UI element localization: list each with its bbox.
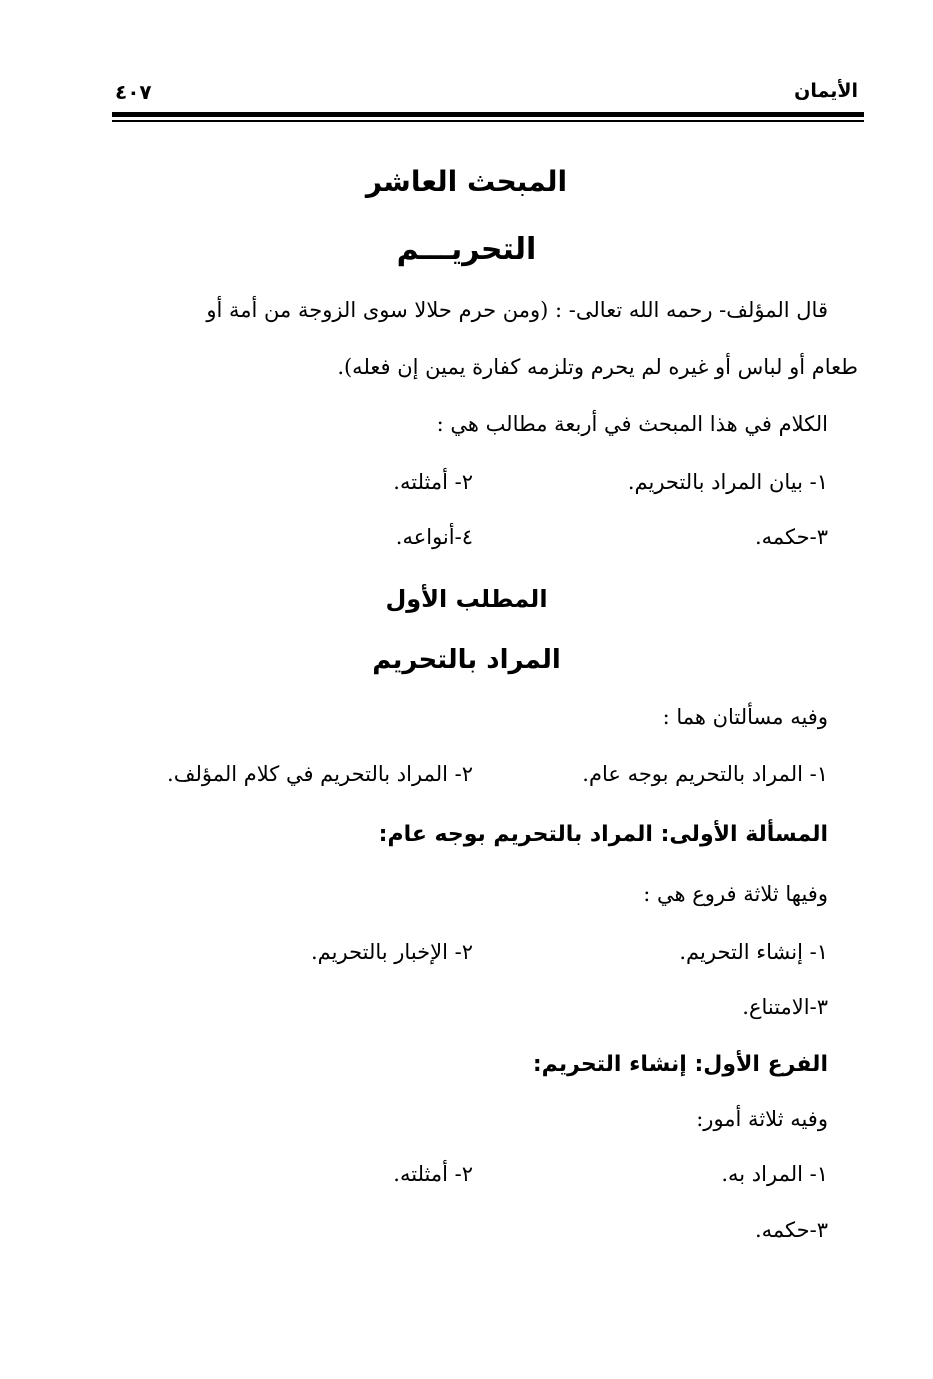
matlab-lead: وفيه مسألتان هما : [662,705,828,729]
intro-line-2: طعام أو لباس أو غيره لم يحرم وتلزمه كفارة يمين إن فعله). [337,355,858,379]
matlab-subtitle: المراد بالتحريم [372,645,561,675]
outline-item-4: ٤-أنواعه. [395,525,473,549]
header-rule-thick [112,112,864,117]
far-1-item-2: ٢- أمثلته. [393,1162,473,1186]
page-number: ٤٠٧ [115,80,152,104]
masala-1-item-2: ٢- الإخبار بالتحريم. [310,940,473,964]
matlab-item-1: ١- المراد بالتحريم بوجه عام. [582,762,828,786]
far-1-item-3: ٣-حكمه. [754,1218,828,1242]
outline-item-3: ٣-حكمه. [754,525,828,549]
intro-line-1: قال المؤلف- رحمه الله تعالى- : (ومن حرم حلالا سوى الزوجة من أمة أو [206,298,828,322]
outline-lead: الكلام في هذا المبحث في أربعة مطالب هي : [436,412,828,436]
outline-item-1: ١- بيان المراد بالتحريم. [627,470,828,494]
running-header-chapter: الأيمان [794,80,858,102]
header-rule-thin [112,120,864,122]
section-title: المبحث العاشر [365,165,568,198]
topic-title: التحريـــم [396,232,537,267]
outline-item-2: ٢- أمثلته. [393,470,473,494]
matlab-title: المطلب الأول [385,585,548,613]
masala-1-item-1: ١- إنشاء التحريم. [679,940,828,964]
masala-1-heading: المسألة الأولى: المراد بالتحريم بوجه عام: [378,822,828,847]
far-1-lead: وفيه ثلاثة أمور: [696,1107,828,1131]
matlab-item-2: ٢- المراد بالتحريم في كلام المؤلف. [167,762,473,786]
far-1-item-1: ١- المراد به. [721,1162,828,1186]
far-1-heading: الفرع الأول: إنشاء التحريم: [532,1052,828,1077]
masala-1-lead: وفيها ثلاثة فروع هي : [643,882,828,906]
masala-1-item-3: ٣-الامتناع. [742,995,828,1019]
